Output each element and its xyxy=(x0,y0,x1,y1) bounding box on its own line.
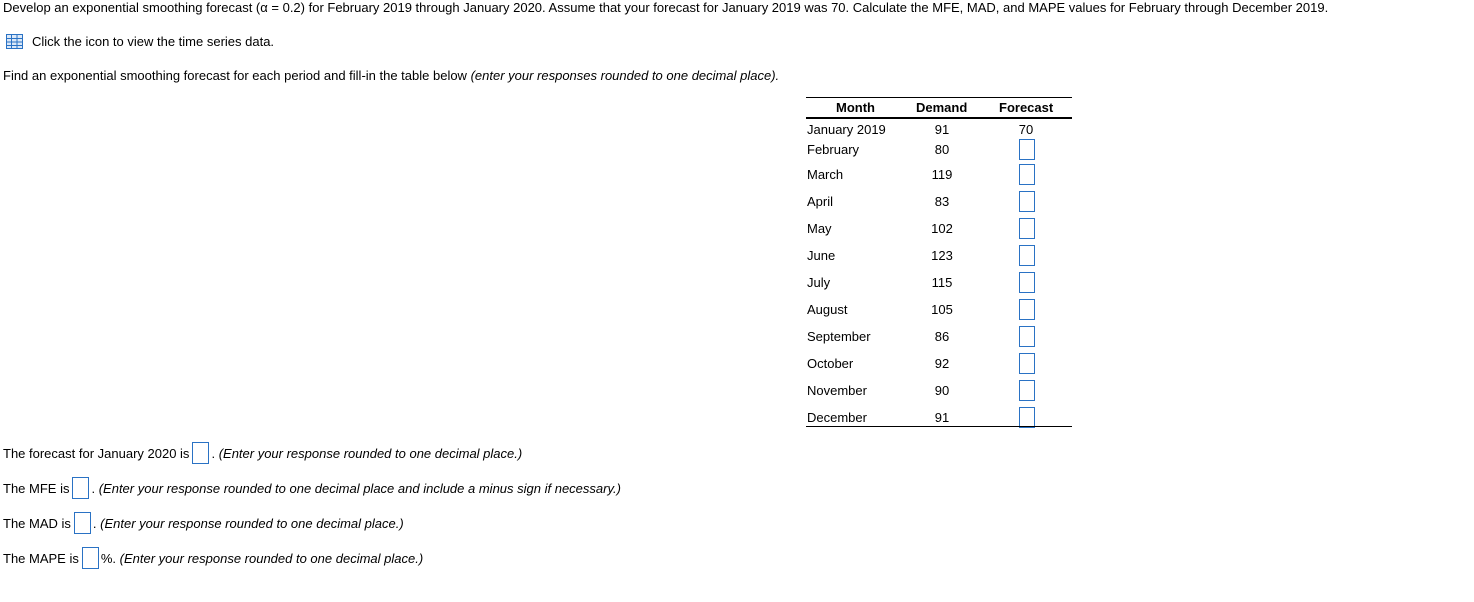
view-data-link[interactable] xyxy=(6,34,274,49)
demand-cell: 123 xyxy=(931,248,953,263)
forecast-input[interactable] xyxy=(1019,245,1035,266)
table-row xyxy=(806,194,1072,214)
table-row xyxy=(806,275,1072,295)
mfe-input[interactable] xyxy=(72,477,89,499)
demand-cell: 91 xyxy=(934,410,950,425)
demand-cell: 102 xyxy=(931,221,953,236)
demand-cell: 119 xyxy=(931,167,953,182)
demand-cell: 86 xyxy=(934,329,950,344)
forecast-input[interactable] xyxy=(1019,139,1035,160)
mad-suffix: . xyxy=(92,515,97,531)
month-cell: May xyxy=(807,221,832,236)
mfe-prefix: The MFE is xyxy=(3,480,70,496)
demand-cell: 83 xyxy=(934,194,950,209)
forecast-cell: 70 xyxy=(1018,122,1034,137)
mad-input[interactable] xyxy=(74,512,91,534)
demand-cell: 105 xyxy=(931,302,953,317)
table-row xyxy=(806,410,1072,430)
mape-note: (Enter your response rounded to one decimal place.) xyxy=(119,550,424,566)
table-row xyxy=(806,329,1072,349)
mfe-suffix: . xyxy=(91,480,96,496)
mad-line xyxy=(3,512,404,534)
month-cell: June xyxy=(807,248,836,263)
forecast-input[interactable] xyxy=(1019,407,1035,428)
header-forecast: Forecast xyxy=(999,100,1054,115)
header-month: Month xyxy=(836,100,875,115)
mape-input[interactable] xyxy=(82,547,99,569)
month-cell: January 2019 xyxy=(807,122,886,137)
forecast-input[interactable] xyxy=(1019,299,1035,320)
mape-suffix: %. xyxy=(100,550,117,566)
month-cell: November xyxy=(807,383,867,398)
forecast-input[interactable] xyxy=(1019,272,1035,293)
month-cell: December xyxy=(807,410,867,425)
table-row xyxy=(806,142,1072,162)
demand-cell: 91 xyxy=(934,122,950,137)
demand-cell: 80 xyxy=(934,142,950,157)
jan2020-note: (Enter your response rounded to one decimal place.) xyxy=(218,445,523,461)
forecast-input[interactable] xyxy=(1019,164,1035,185)
month-cell: March xyxy=(807,167,844,182)
month-cell: July xyxy=(807,275,831,290)
month-cell: August xyxy=(807,302,848,317)
table-row xyxy=(806,248,1072,268)
view-data-label[interactable]: Click the icon to view the time series data. xyxy=(32,34,275,49)
mape-line xyxy=(3,547,423,569)
forecast-input[interactable] xyxy=(1019,353,1035,374)
table-row xyxy=(806,221,1072,241)
forecast-input[interactable] xyxy=(1019,191,1035,212)
instruction-main: Find an exponential smoothing forecast for each period and fill-in the table below xyxy=(3,68,471,83)
demand-cell: 92 xyxy=(934,356,950,371)
jan2020-input[interactable] xyxy=(192,442,209,464)
table-row xyxy=(806,356,1072,376)
jan2020-line xyxy=(3,442,522,464)
demand-cell: 115 xyxy=(931,275,953,290)
month-cell: September xyxy=(807,329,871,344)
table-row xyxy=(806,302,1072,322)
table-grid-icon[interactable] xyxy=(6,34,23,49)
month-cell: April xyxy=(807,194,834,209)
header-demand: Demand xyxy=(916,100,968,115)
table-row xyxy=(806,167,1072,187)
demand-cell: 90 xyxy=(934,383,950,398)
table-row xyxy=(806,383,1072,403)
table-header xyxy=(806,97,1072,119)
mad-prefix: The MAD is xyxy=(3,515,71,531)
mad-note: (Enter your response rounded to one decimal place.) xyxy=(100,515,404,531)
mfe-line xyxy=(3,477,621,499)
jan2020-suffix: . xyxy=(211,445,216,461)
instruction-text xyxy=(3,68,779,83)
question-text: Develop an exponential smoothing forecast (α = 0.2) for February 2019 through January 2020. Assume that your forecast for January 2019 was 70. Calculate the MFE, MAD, and MAPE values for February through December 2019. xyxy=(3,0,1329,15)
forecast-input[interactable] xyxy=(1019,380,1035,401)
instruction-note: (enter your responses rounded to one decimal place). xyxy=(470,68,780,83)
table-bottom-rule xyxy=(806,426,1072,427)
jan2020-prefix: The forecast for January 2020 is xyxy=(3,445,190,461)
forecast-input[interactable] xyxy=(1019,326,1035,347)
mape-prefix: The MAPE is xyxy=(3,550,79,566)
mfe-note: (Enter your response rounded to one decimal place and include a minus sign if necessary.) xyxy=(98,480,621,496)
forecast-table xyxy=(806,97,1072,425)
month-cell: October xyxy=(807,356,854,371)
forecast-input[interactable] xyxy=(1019,218,1035,239)
month-cell: February xyxy=(807,142,860,157)
